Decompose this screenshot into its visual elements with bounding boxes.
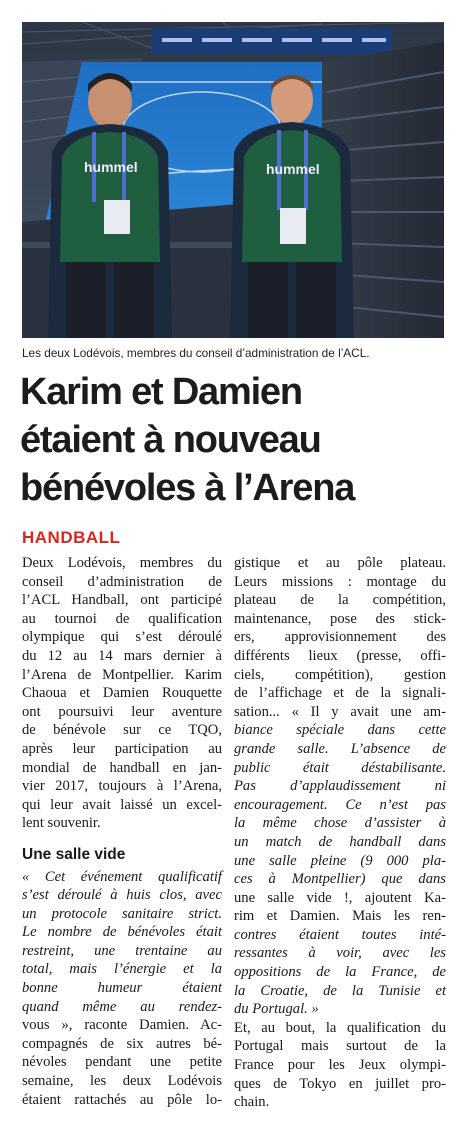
text-line: après leur participation au	[22, 740, 222, 757]
text-line: lent souvenir.	[22, 815, 101, 832]
text-line: maintenance, pose des stick-	[234, 610, 446, 627]
subheading: Une salle vide	[22, 845, 126, 863]
text-line: du Portugal. »	[234, 1001, 319, 1018]
text-line: rim et Damien. Mais les ren-	[234, 908, 446, 925]
text-line: ont poursuivi leur aventure	[22, 703, 222, 720]
text-line: au tournoi de qualification	[22, 610, 222, 627]
text-line: contres étaient toutes inté-	[234, 926, 446, 943]
text-line: Leurs missions : montage du	[234, 573, 446, 590]
svg-text:hummel: hummel	[266, 161, 320, 177]
text-column-right	[234, 554, 446, 1112]
text-line: Deux Lodévois, membres du	[22, 555, 222, 571]
text-line: semaine, les deux Lodévois	[22, 1073, 222, 1090]
text-line: un match de handball dans	[234, 833, 446, 850]
text-line: grande salle. L’absence de	[234, 740, 446, 757]
text-line: compagnés de six autres bé-	[22, 1035, 222, 1052]
article-headline	[20, 368, 460, 512]
photo-two-volunteers-in-arena-icon	[22, 22, 444, 338]
article-photo	[22, 22, 444, 338]
text-line: la Croatie, de la Tunisie et	[234, 982, 446, 999]
text-line: sation... « Il y avait une am-	[234, 703, 446, 720]
text-line: olympique qui s’est déroulé	[22, 629, 222, 646]
text-line: « Cet événement qualificatif	[22, 868, 222, 885]
text-line: chain.	[234, 1094, 270, 1111]
section-rubric: HANDBALL	[22, 528, 121, 547]
text-line: France pour les Jeux olympi-	[234, 1057, 446, 1074]
text-line: qui leur avait laissé un excel-	[22, 796, 222, 813]
headline-line: Karim et Damien	[20, 371, 302, 413]
text-line: Chaoua et Damien Rouquette	[22, 685, 222, 702]
text-line: Le nombre de bénévoles était	[22, 924, 222, 941]
text-line: vier 2017, toujours à l’Arena,	[22, 778, 222, 795]
text-line: une salle vide !, ajoutent Ka-	[234, 889, 446, 906]
text-line: conseil d’administration de	[22, 573, 222, 590]
text-line: mondial de handball en jan-	[22, 759, 222, 776]
text-line: bonne humeur étaient	[22, 980, 222, 997]
text-line: Pas d’applaudissement ni	[234, 778, 446, 795]
text-line: du 12 au 14 mars dernier à	[22, 647, 222, 664]
text-line: de l’affichage et de la signali-	[234, 685, 446, 702]
text-line: l’Arena de Montpellier. Karim	[22, 666, 222, 683]
text-line: total, mais l’énergie et la	[22, 961, 222, 978]
text-line: ques de Tokyo en juillet pro-	[234, 1075, 446, 1092]
text-line: différents lieux (presse, offi-	[234, 647, 446, 664]
text-line: de bénévole sur ce TQO,	[22, 722, 222, 739]
svg-text:hummel: hummel	[84, 159, 138, 175]
text-line: la même chose d’assister à	[234, 815, 446, 832]
text-line: s’est déroulé à huis clos, avec	[22, 887, 222, 904]
text-line: plateau de la compétition,	[234, 592, 446, 609]
text-line: gistique et au pôle plateau.	[234, 555, 446, 571]
text-line: ciels, compétition), gestion	[234, 666, 446, 683]
text-line: ces à Montpellier) que dans	[234, 871, 446, 888]
text-line: vous », raconte Damien. Ac-	[22, 1017, 222, 1034]
text-line: ressantes à voir, avec les	[234, 945, 446, 962]
text-line: névoles pendant une petite	[22, 1054, 222, 1071]
photo-caption: Les deux Lodévois, membres du conseil d’administration de l’ACL.	[22, 346, 370, 360]
text-line: restreint, une trentaine au	[22, 942, 222, 959]
text-line: oppositions de la France, de	[234, 964, 446, 981]
text-line: Et, au bout, la qualification du	[234, 1019, 446, 1036]
headline-line: bénévoles à l’Arena	[20, 467, 355, 509]
headline-line: étaient à nouveau	[20, 419, 321, 461]
text-line: biance spéciale dans cette	[234, 722, 446, 739]
text-line: quand même au rendez-	[22, 998, 222, 1015]
text-line: ers, approvisionnement des	[234, 629, 446, 646]
text-line: étaient rattachés au pôle lo-	[22, 1091, 222, 1108]
text-line: Portugal mais surtout de la	[234, 1038, 446, 1055]
text-line: un protocole sanitaire strict.	[22, 905, 222, 922]
text-line: l’ACL Handball, ont participé	[22, 592, 222, 609]
text-line: encouragement. Ce n’est pas	[234, 796, 446, 813]
text-column-left	[22, 554, 222, 1109]
text-line: public était déstabilisante.	[234, 759, 446, 776]
text-line: une salle pleine (9 000 pla-	[234, 852, 446, 869]
